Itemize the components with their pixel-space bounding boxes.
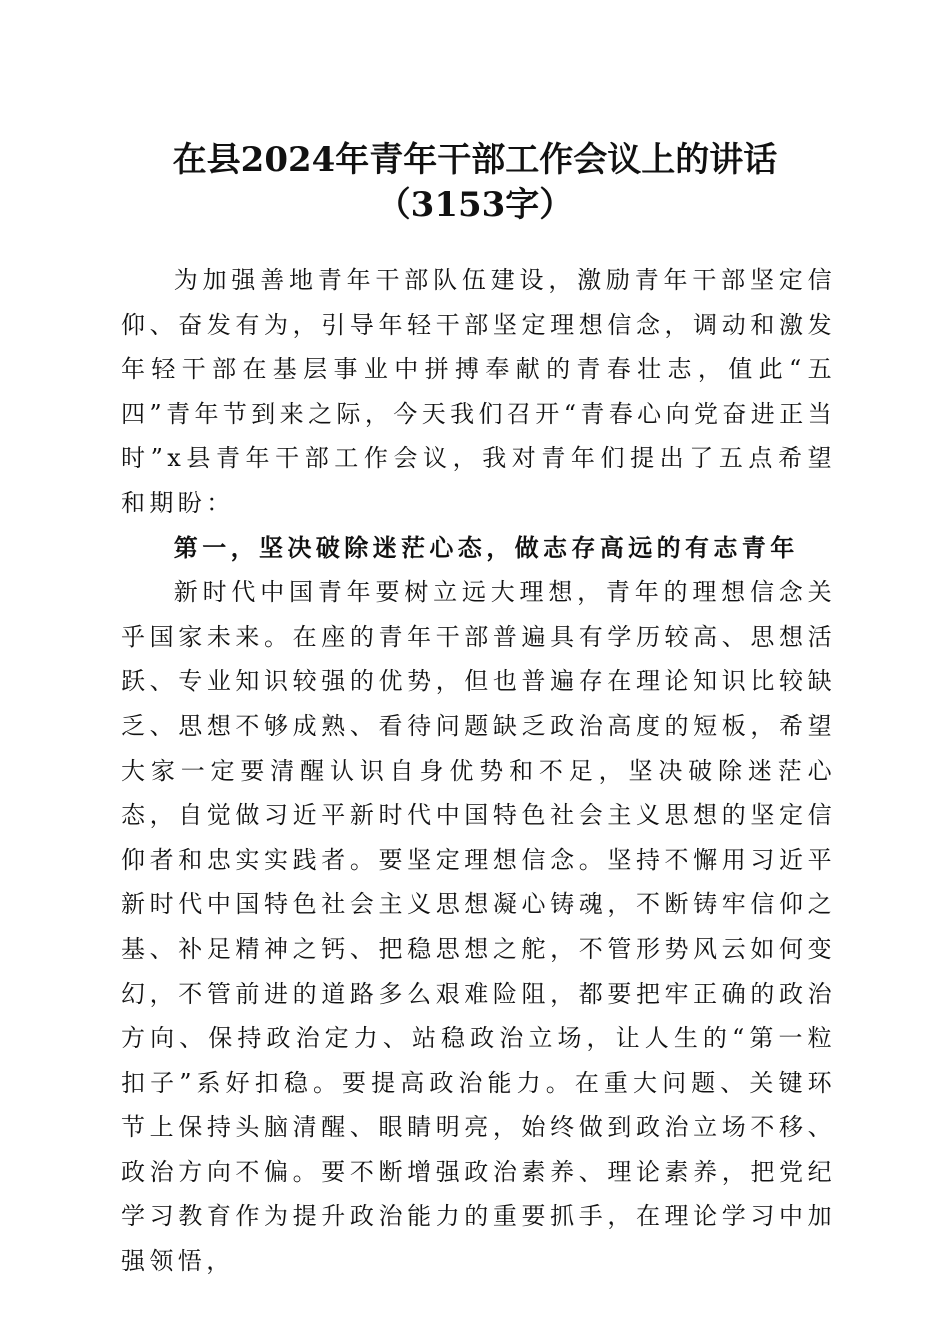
- document-title: 在县2024年青年干部工作会议上的讲话: [172, 140, 778, 180]
- document-subtitle: （3153字）: [376, 185, 574, 225]
- document-body: [121, 258, 836, 1284]
- section-1-paragraph: 新时代中国青年要树立远大理想，青年的理想信念关乎国家未来。在座的青年干部普遍具有学历较高、思想活跃、专业知识较强的优势，但也普遍存在理论知识比较缺乏、思想不够成熟、看待问题缺乏政治高度的短板，希望大家一定要清醒认识自身优势和不足，坚决破除迷茫心态，自觉做习近平新时代中国特色社会主义思想的坚定信仰者和忠实实践者。要坚定理想信念。坚持不懈用习近平新时代中国特色社会主义思想凝心铸魂，不断铸牢信仰之基、补足精神之钙、把稳思想之舵，不管形势风云如何变幻，不管前进的道路多么艰难险阻，都要把牢正确的政治方向、保持政治定力、站稳政治立场，让人生的“第一粒扣子”系好扣稳。要提高政治能力。在重大问题、关键环节上保持头脑清醒、眼睛明亮，始终做到政治立场不移、政治方向不偏。要不断增强政治素养、理论素养，把党纪学习教育作为提升政治能力的重要抓手，在理论学习中加强领悟，: [121, 578, 836, 1276]
- section-heading-1: 第一，坚决破除迷茫心态，做志存高远的有志青年: [173, 532, 799, 562]
- intro-paragraph: 为加强善地青年干部队伍建设，激励青年干部坚定信仰、奋发有为，引导年轻干部坚定理想信念，调动和激发年轻干部在基层事业中拼搏奉献的青春壮志，值此“五四”青年节到来之际，今天我们召开“青春心向党奋进正当时”x县青年干部工作会议，我对青年们提出了五点希望和期盼：: [121, 266, 836, 517]
